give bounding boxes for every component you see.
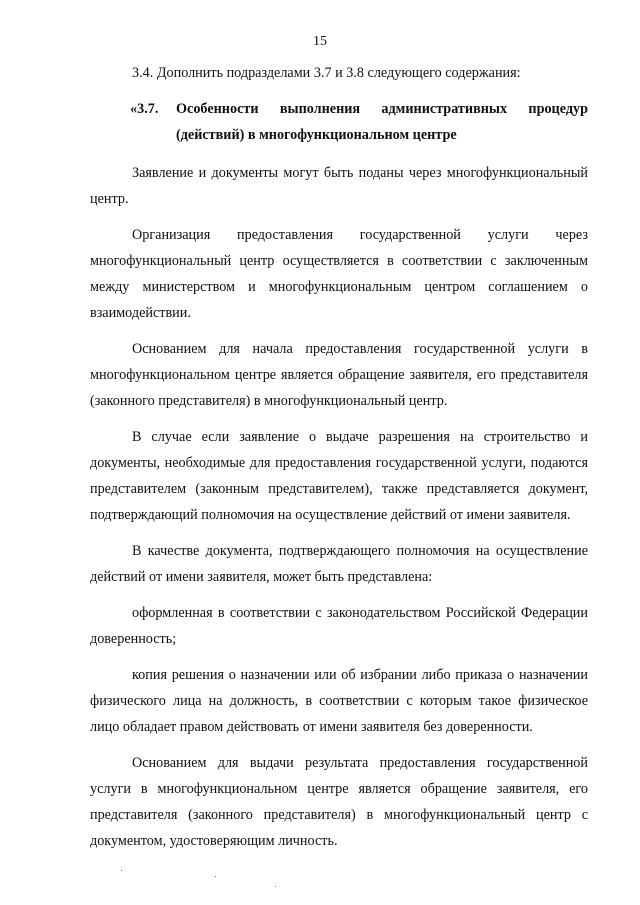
paragraph: В качестве документа, подтверждающего полномочия на осуществление действий от имени заявителя, может быть представлена: bbox=[90, 543, 588, 585]
page-number: 15 bbox=[313, 34, 327, 49]
paragraph: Организация предоставления государственной услуги через многофункциональный центр осуществляется в соответствии с заключенным между министерством и многофункциональным центром соглашением о взаимодействии. bbox=[90, 227, 588, 321]
section-heading bbox=[90, 96, 588, 148]
paragraph: В случае если заявление о выдаче разрешения на строительство и документы, необходимые для предоставления государственной услуги, подаются представителем (законным представителем), также представляется документ, подтверждающий полномочия на осуществление действий от имени заявителя. bbox=[90, 429, 588, 523]
amendment-intro: 3.4. Дополнить подразделами 3.7 и 3.8 следующего содержания: bbox=[132, 65, 521, 81]
section-number: «3.7. bbox=[130, 101, 159, 117]
paragraph: Основанием для начала предоставления государственной услуги в многофункциональном центре является обращение заявителя, его представителя (законного представителя) в многофункциональный центр. bbox=[90, 341, 588, 409]
section-title-part-2: (действий) в многофункциональном центре bbox=[176, 127, 457, 143]
section-title-part-1: Особенности выполнения административных процедур bbox=[176, 101, 588, 117]
scan-speck bbox=[121, 870, 122, 871]
scan-speck bbox=[215, 876, 216, 877]
section-heading-line-1 bbox=[130, 96, 588, 122]
paragraph: оформленная в соответствии с законодательством Российской Федерации доверенность; bbox=[90, 605, 588, 647]
paragraph: Основанием для выдачи результата предоставления государственной услуги в многофункциональном центре является обращение заявителя, его представителя (законного представителя) в многофункциональный центр с документом, удостоверяющим личность. bbox=[90, 755, 588, 849]
document-body bbox=[90, 60, 588, 854]
paragraph: копия решения о назначении или об избрании либо приказа о назначении физического лица на должность, в соответствии с которым такое физическое лицо обладает правом действовать от имени заявителя без доверенности. bbox=[90, 667, 588, 735]
scan-speck bbox=[275, 886, 276, 887]
paragraph: Заявление и документы могут быть поданы через многофункциональный центр. bbox=[90, 165, 588, 207]
